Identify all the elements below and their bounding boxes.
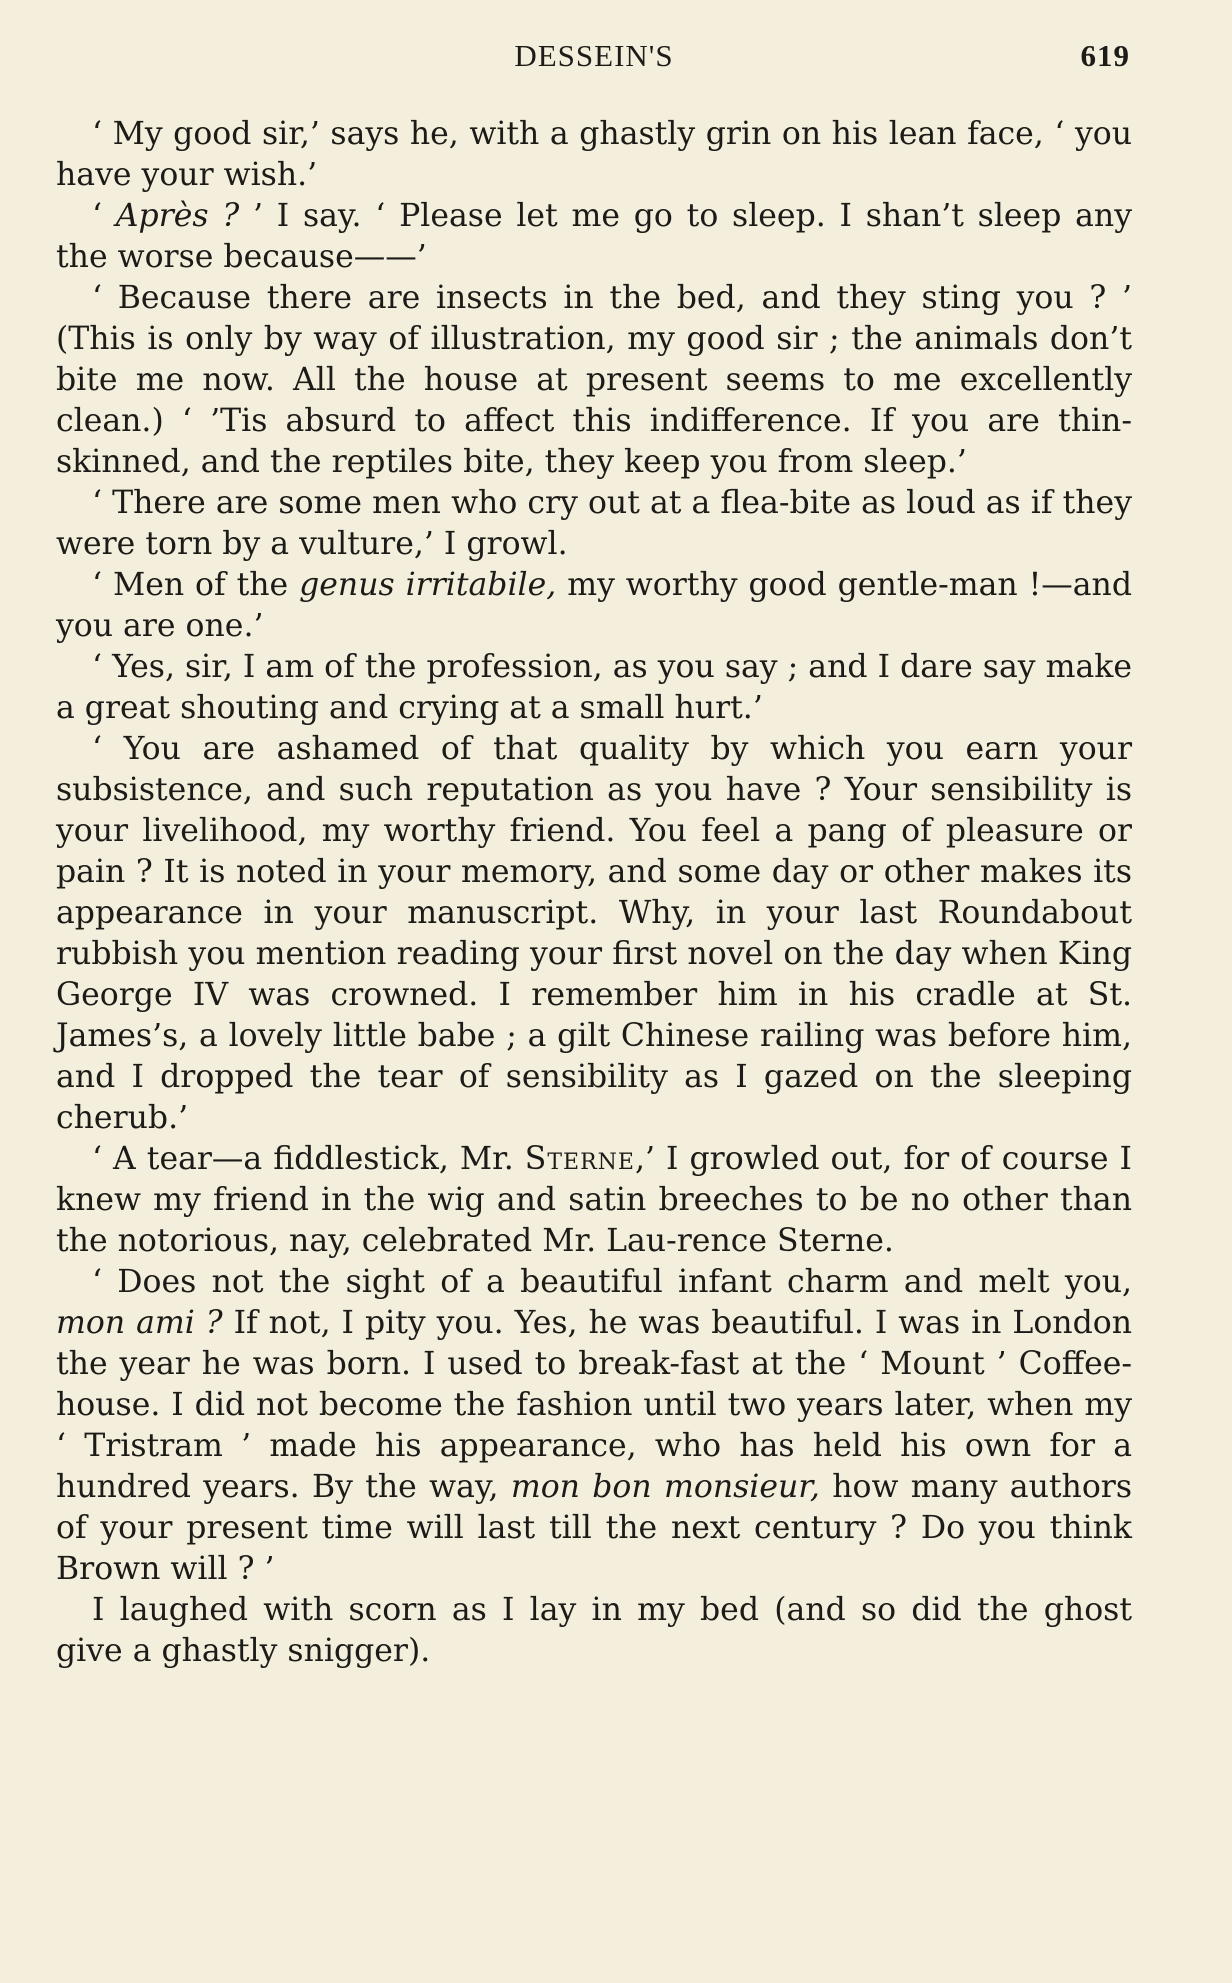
- paragraph: [56, 1139, 1132, 1262]
- paragraph: [56, 565, 1132, 647]
- paragraph: [56, 114, 1132, 196]
- text-segment: ‘ My good sir,’ says he, with a ghastly grin on his lean face, ‘ you have your wish.’: [56, 116, 1132, 193]
- text-segment: ‘ Men of the: [92, 567, 300, 603]
- text-segment: my worthy good gentle-man !—and you are one.’: [56, 567, 1133, 644]
- italic-text: genus irritabile,: [299, 567, 557, 603]
- text-segment: ‘: [92, 198, 116, 234]
- text-segment: I laughed with scorn as I lay in my bed (and so did the ghost give a ghastly snigger).: [56, 1592, 1132, 1669]
- paragraph: [56, 1262, 1132, 1590]
- text-segment: ‘ There are some men who cry out at a flea-bite as loud as if they were torn by a vulture,’ I growl.: [56, 485, 1132, 562]
- page-number: 619: [1080, 38, 1130, 73]
- italic-text: mon ami ?: [56, 1305, 223, 1341]
- text-segment: ‘ You are ashamed of that quality by which you earn your subsistence, and such reputation as you have ? Your sensibility is your livelihood, my worthy friend. You feel a pang of pleasure or pain ? It is noted in your memory, and some day or other makes its appearance in your manuscript. Why, in your last Roundabout rubbish you mention reading your first novel on the day when King George IV was crowned. I remember him in his cradle at St. James’s, a lovely little babe ; a gilt Chinese railing was before him, and I dropped the tear of sensibility as I gazed on the sleeping cherub.’: [56, 731, 1132, 1136]
- page-header: [58, 38, 1130, 82]
- text-segment: If not, I pity you. Yes, he was beautiful. I was in London the year he was born. I used to break-fast at the ‘ Mount ’ Coffee-house. I did not become the fashion until two years later, when my ‘ Tristram ’ made his appearance, who has held his own for a hundred years. By the way,: [56, 1305, 1132, 1505]
- paragraph: [56, 647, 1132, 729]
- text-segment: ‘ A tear—a fiddlestick, Mr.: [92, 1141, 525, 1177]
- text-segment: how many authors of your present time will last till the next century ? Do you think Brown will ? ’: [56, 1469, 1133, 1587]
- paragraph: [56, 278, 1132, 483]
- smallcaps-text: Sterne: [524, 1141, 635, 1177]
- paragraph: [56, 729, 1132, 1139]
- text-segment: ‘ Does not the sight of a beautiful infant charm and melt you,: [92, 1264, 1132, 1300]
- italic-text: mon bon monsieur,: [510, 1469, 820, 1505]
- body-text: [56, 114, 1132, 1672]
- text-segment: ‘ Because there are insects in the bed, and they sting you ? ’ (This is only by way of illustration, my good sir ; the animals don’t bite me now. All the house at present seems to me excellently clean.) ‘ ’Tis absurd to affect this indifference. If you are thin-skinned, and the reptiles bite, they keep you from sleep.’: [56, 280, 1132, 480]
- text-segment: ‘ Yes, sir, I am of the profession, as you say ; and I dare say make a great shouting and crying at a small hurt.’: [56, 649, 1132, 726]
- text-segment: ,’ I growled out, for of course I knew my friend in the wig and satin breeches to be no other than the notorious, nay, celebrated Mr. Lau-rence Sterne.: [56, 1141, 1132, 1259]
- italic-text: Après ?: [115, 198, 240, 234]
- paragraph: [56, 1590, 1132, 1672]
- paragraph: [56, 483, 1132, 565]
- text-segment: ’ I say. ‘ Please let me go to sleep. I shan’t sleep any the worse because——’: [56, 198, 1132, 275]
- paragraph: [56, 196, 1132, 278]
- running-head: DESSEIN'S: [514, 38, 674, 73]
